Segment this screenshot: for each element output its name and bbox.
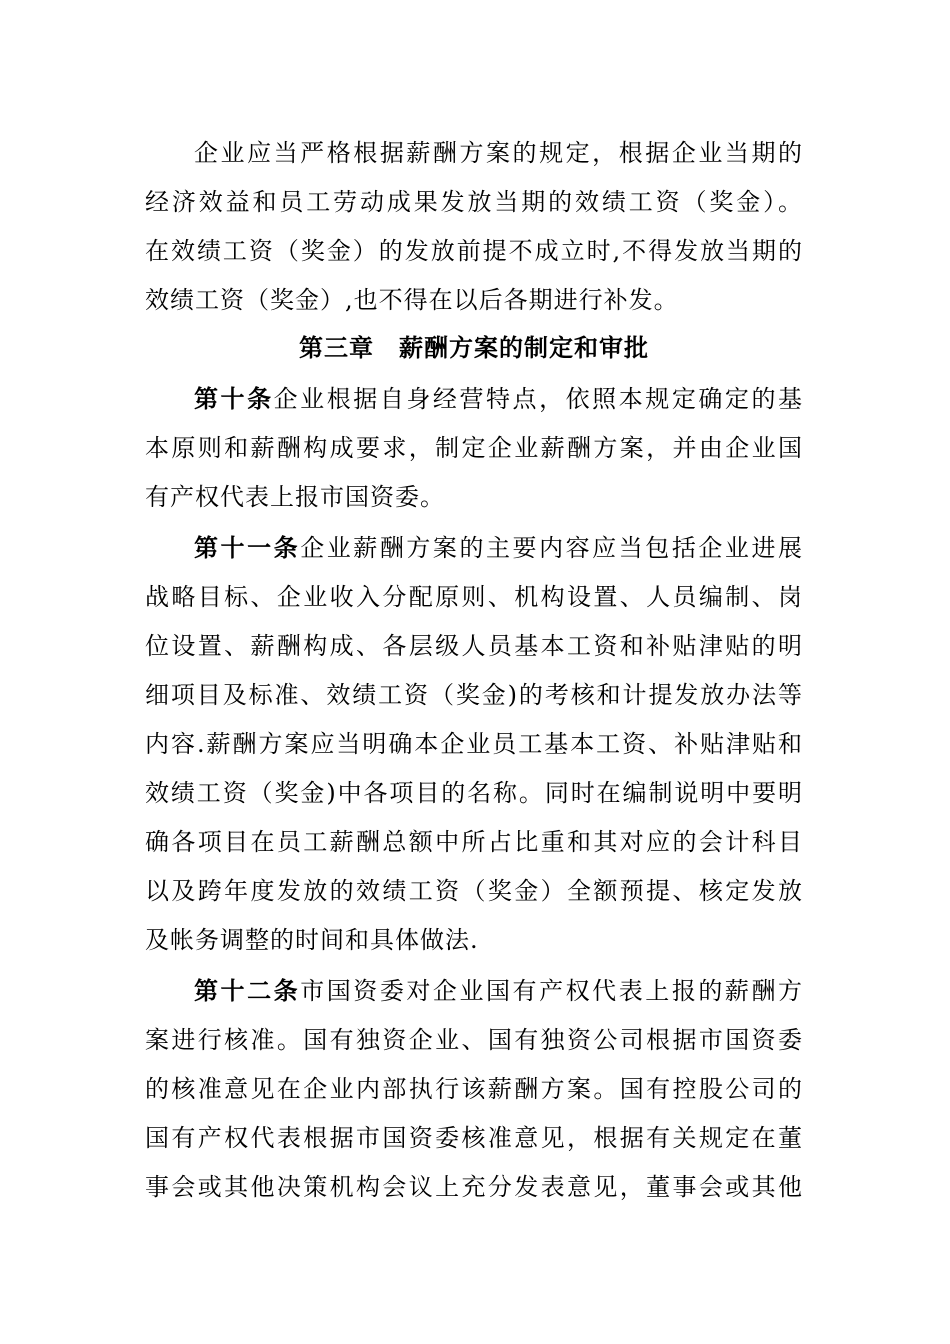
paragraph-line: 内容.薪酬方案应当明确本企业员工基本工资、补贴津贴和 [145,730,803,758]
paragraph-text: 企业薪酬方案的主要内容应当包括企业进展 [300,534,804,562]
paragraph-line: 效绩工资（奖金)中各项目的名称。同时在编制说明中要明 [145,779,803,807]
paragraph-line [145,977,803,1005]
paragraph-line: 细项目及标准、效绩工资（奖金)的考核和计提发放办法等 [145,681,803,709]
paragraph-line: 本原则和薪酬构成要求，制定企业薪酬方案，并由企业国 [145,434,803,462]
paragraph-line: 国有产权代表根据市国资委核准意见，根据有关规定在董 [145,1124,803,1152]
paragraph-text: 市国资委对企业国有产权代表上报的薪酬方 [300,977,804,1005]
paragraph-line [145,385,803,413]
paragraph-line: 经济效益和员工劳动成果发放当期的效绩工资（奖金）。 [145,188,803,216]
paragraph-line: 以及跨年度发放的效绩工资（奖金）全额预提、核定发放 [145,877,803,905]
paragraph-line: 效绩工资（奖金）,也不得在以后各期进行补发。 [145,286,679,314]
paragraph-line: 确各项目在员工薪酬总额中所占比重和其对应的会计科目 [145,828,803,856]
paragraph-line: 有产权代表上报市国资委。 [145,483,445,511]
article-heading: 第十条 [194,385,274,413]
article-heading: 第十二条 [194,977,301,1005]
article-heading: 第十一条 [194,534,301,562]
chapter-title: 第三章 薪酬方案的制定和审批 [299,334,649,362]
paragraph-line: 的核准意见在企业内部执行该薪酬方案。国有控股公司的 [145,1075,803,1103]
paragraph-line: 在效绩工资（奖金）的发放前提不成立时,不得发放当期的 [145,237,803,265]
paragraph-line: 事会或其他决策机构会议上充分发表意见，董事会或其他 [145,1173,803,1201]
paragraph-line: 及帐务调整的时间和具体做法. [145,926,479,954]
paragraph-line: 企业应当严格根据薪酬方案的规定，根据企业当期的 [194,139,803,167]
paragraph-text: 企业根据自身经营特点，依照本规定确定的基 [273,385,804,413]
paragraph-line: 战略目标、企业收入分配原则、机构设置、人员编制、岗 [145,583,803,611]
paragraph-line: 案进行核准。国有独资企业、国有独资公司根据市国资委 [145,1026,803,1054]
paragraph-line [145,534,803,562]
paragraph-line: 位设置、薪酬构成、各层级人员基本工资和补贴津贴的明 [145,632,803,660]
